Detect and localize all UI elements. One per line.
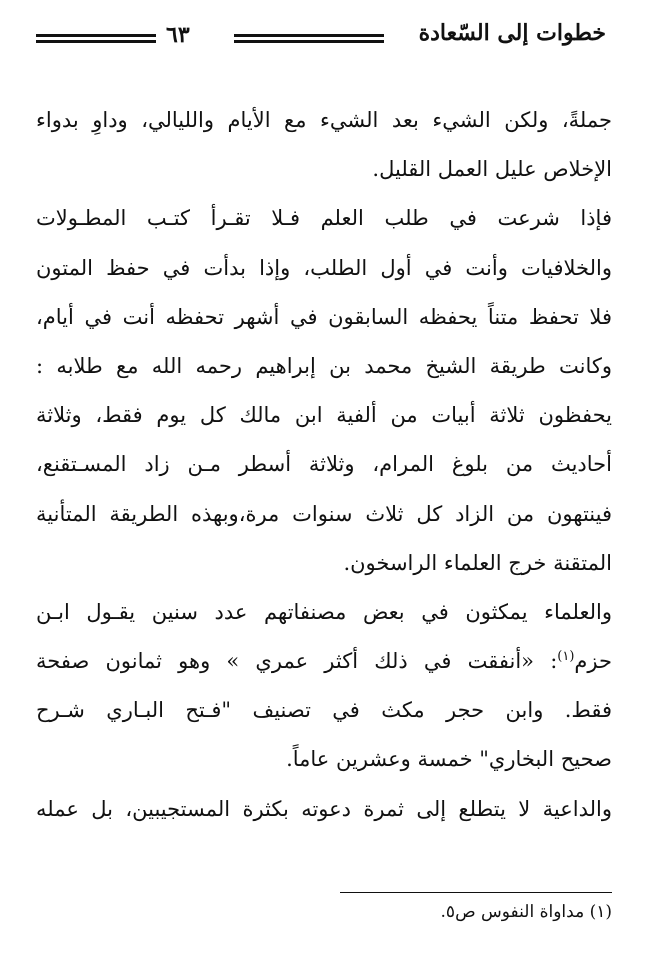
text-line: والعلماء يمكثون في بعض مصنفاتهم عدد سنين يقـول ابـن [36,599,612,624]
text-line: وكانت طريقة الشيخ محمد بن إبراهيم رحمه الله مع طلابه : [36,353,612,378]
text-line: فلا تحفظ متناً يحفظه السابقون في أشهر تحفظه أنت في أيام، [36,304,612,329]
footnote-marker[interactable]: (١) [557,649,575,665]
text-line: جملةً، ولكن الشيء بعد الشيء مع الأيام والليالي، وداوِ بدواء [36,108,612,132]
page-header [36,20,606,56]
text-line: صحيح البخاري" خمسة وعشرين عاماً. [286,747,612,772]
page-number: ٦٣ [166,22,190,48]
line-rest: : «أنفقت في ذلك أكثر عمري » وهو ثمانون صفحة [36,649,558,674]
text-line-with-footnote [36,637,612,686]
footnote-divider [340,892,612,893]
line-lead: حزم [574,649,612,674]
text-line: المتقنة خرج العلماء الراسخون. [343,550,612,575]
text-line: فقط. وابن حجر مكث في تصنيف "فـتح البـاري شـرح [36,698,612,723]
text-line: أحاديث من بلوغ المرام، وثلاثة أسطر مـن زاد المسـتقنع، [36,452,612,477]
footnote: (١) مداواة النفوس ص٥. [440,902,612,922]
text-line: فإذا شرعت في طلب العلم فـلا تقـرأ كتـب المطـولات [36,206,612,231]
running-title: خطوات إلى السّعادة [418,20,606,46]
header-rule-left [36,34,156,43]
text-line: والخلافيات وأنت في أول الطلب، وإذا بدأت في حفظ المتون [36,255,612,280]
body-text [36,96,612,834]
text-line: يحفظون ثلاثة أبيات من ألفية ابن مالك كل يوم فقط، وثلاثة [36,403,612,428]
text-line: والداعية لا يتطلع إلى ثمرة دعوته بكثرة المستجيبين، بل عمله [36,796,612,821]
header-rule-right [234,34,384,43]
text-line: فينتهون من الزاد كل ثلاث سنوات مرة،وبهذه الطريقة المتأنية [36,501,612,526]
text-line: الإخلاص عليل العمل القليل. [372,157,612,182]
